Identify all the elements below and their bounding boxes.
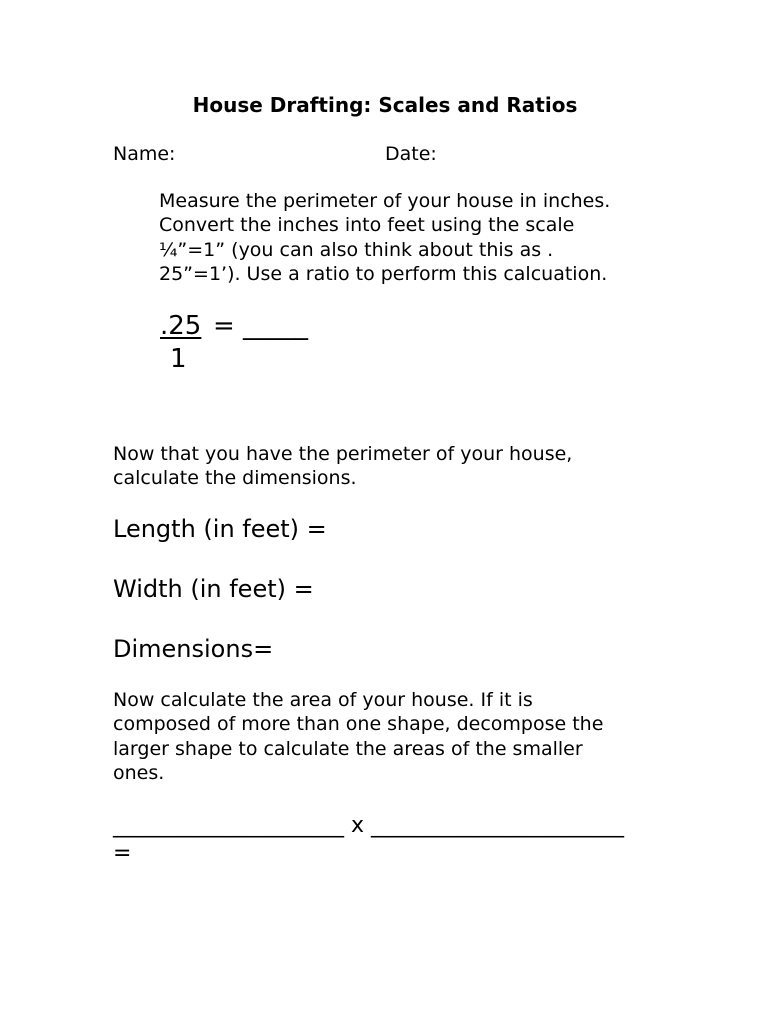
name-label: Name:: [113, 143, 176, 165]
perimeter-instructions: [159, 189, 659, 286]
instruction-line: ¼”=1” (you can also think about this as .: [159, 238, 554, 261]
length-label: Length (in feet) =: [113, 515, 327, 543]
instruction-line: Convert the inches into feet using the scale: [159, 214, 575, 237]
dimensions-intro-line: calculate the dimensions.: [113, 467, 357, 490]
date-label: Date:: [385, 143, 437, 165]
instruction-line: 25”=1’). Use a ratio to perform this calcuation.: [159, 262, 608, 285]
dimensions-label: Dimensions=: [113, 635, 274, 663]
width-label: Width (in feet) =: [113, 575, 314, 603]
area-equation-equals: =: [113, 841, 132, 866]
ratio-equals-blank: = _____: [213, 311, 309, 341]
page-title: House Drafting: Scales and Ratios: [192, 93, 578, 117]
area-intro-line: composed of more than one shape, decompose the: [113, 713, 604, 736]
area-intro-line: ones.: [113, 761, 165, 784]
area-intro-line: larger shape to calculate the areas of the smaller: [113, 737, 583, 760]
instruction-line: Measure the perimeter of your house in inches.: [159, 190, 611, 212]
dimensions-intro: [113, 442, 673, 491]
ratio-numerator: .25: [160, 311, 202, 341]
area-intro: [113, 688, 673, 785]
ratio-denominator: 1: [170, 344, 187, 374]
area-intro-line: Now calculate the area of your house. If it is: [113, 689, 533, 711]
dimensions-intro-line: Now that you have the perimeter of your house,: [113, 443, 573, 465]
area-equation-blanks: _____________________ x _______________________: [113, 813, 625, 838]
